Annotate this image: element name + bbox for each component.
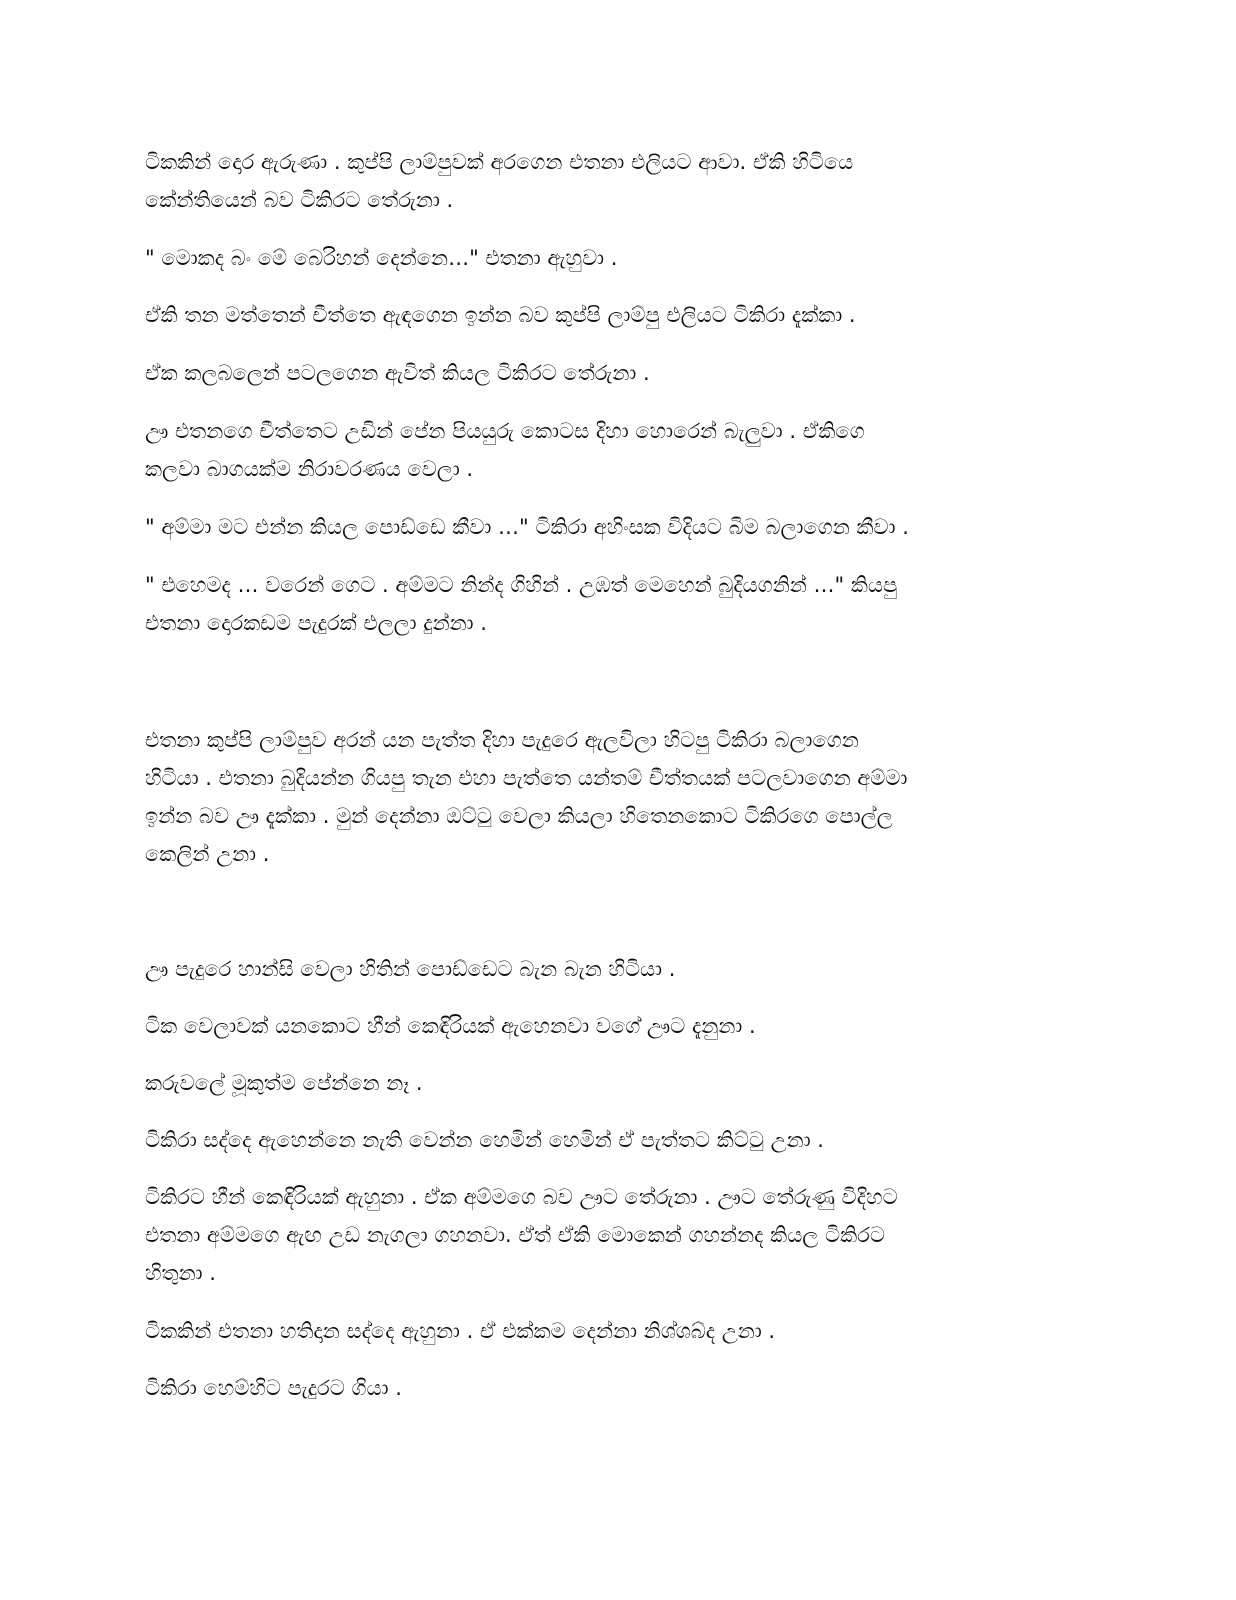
text-line: ඌ පැදුරෙ හාන්සි වෙලා හිතින් පොඩ්ඩෙට බැන බැන හිටියා . [145, 957, 676, 981]
paragraph-10 [145, 1007, 1075, 1045]
text-line: " එහෙමද … වරෙන් ගෙට . අම්මට නින්ද ගිහින් . උඹත් මෙහෙන් බුදියගනින් …" කියපු [145, 573, 898, 597]
paragraph-3 [145, 296, 1075, 334]
text-line: කෙලින් උනා . [145, 842, 270, 866]
text-line: කරුවලේ මූකුත්ම පේන්නෙ නෑ . [145, 1071, 423, 1095]
paragraph-9 [145, 950, 1075, 988]
paragraph-14 [145, 1312, 1075, 1350]
text-line: ටික වෙලාවක් යනකොට හීන් කෙඳිරියක් ඇහෙනවා වගේ ඌට දැනුනා . [145, 1014, 756, 1038]
paragraph-2 [145, 239, 1075, 277]
text-line: ටිකිරට හීන් කෙඳිරියක් ඇහුනා . ඒක අම්මගෙ බව ඌට තේරුනා . ඌට තේරුණු විදිහට [145, 1185, 898, 1209]
text-line: ටිකකින් දොර ඇරුණා . කුප්පි ලාම්පුවක් අරගෙන එතනා එලියට ආවා. ඒකි හිටියෙ [145, 150, 854, 174]
text-line: ඒකි තන මත්තෙන් චීත්තෙ ඇඳගෙන ඉන්න බව කුප්පි ලාම්පු එලියට ටිකිරා දැක්කා . [145, 303, 856, 327]
paragraph-13 [145, 1178, 1075, 1292]
paragraph-4 [145, 354, 1075, 392]
text-line: ඒක කලබලෙන් පටලගෙන ඇවිත් කියල ටිකිරට තේරුනා . [145, 361, 650, 385]
paragraph-6 [145, 508, 1075, 546]
text-line: කේන්තියෙන් බව ටිකිරට තේරුනා . [145, 188, 454, 212]
text-line: හිතුනා . [145, 1261, 216, 1285]
text-line: ටිකකින් එතනා හතිදාන සද්දෙ ඇහුනා . ඒ එක්කම දෙන්නා නිශ්ශබ්ද උනා . [145, 1319, 776, 1343]
text-line: එතනා කුප්පි ලාම්පුව අරන් යන පැත්ත දිහා පැදුරෙ ඇලවිලා හිටපු ටිකිරා බලාගෙන [145, 728, 859, 752]
text-line: එතනා දොරකඩම පැදුරක් එලලා දුන්නා . [145, 611, 487, 635]
paragraph-7 [145, 566, 1075, 642]
paragraph-5 [145, 412, 1075, 488]
text-line: හිටියා . එතනා බුදියන්න ගියපු තැන එහා පැත්තෙ යන්තම් චීත්තයක් පටලවාගෙන අම්මා [145, 766, 908, 790]
paragraph-15 [145, 1369, 1075, 1407]
text-line: ඌ එතනගෙ චීත්තෙට උඩින් පේන පියයුරු කොටස දිහා හොරෙන් බැලුවා . ඒකිගෙ [145, 419, 865, 443]
paragraph-12 [145, 1121, 1075, 1159]
text-line: " අම්මා මට එන්න කියල පොඩ්ඩෙ කීවා …" ටිකිරා අහිංසක විදියට බිම බලාගෙන කීවා . [145, 515, 909, 539]
text-line: " මොකද බං මේ බෙරිහන් දෙන්නෙ…" එතනා ඇහුවා . [145, 246, 618, 270]
text-line: එතනා අම්මගෙ ඇඟ උඩ නැගලා ගහනවා. ඒත් ඒකි මොකෙන් ගහන්නද කියල ටිකිරට [145, 1223, 885, 1247]
paragraph-11 [145, 1064, 1075, 1102]
text-line: කලවා බාගයක්ම නිරාවරණය වෙලා . [145, 457, 474, 481]
text-line: ඉන්න බව ඌ දැක්කා . මුන් දෙන්නා ඔට්ටු වෙලා කියලා හිතෙනකොට ටිකිරගෙ පොල්ල [145, 804, 893, 828]
paragraph-1 [145, 143, 1075, 219]
text-line: ටිකිරා සද්දෙ ඇහෙන්නෙ නැති වෙන්න හෙමින් හෙමින් ඒ පැත්තට කිට්ටු උනා . [145, 1128, 824, 1152]
paragraph-8 [145, 721, 1075, 873]
text-line: ටිකිරා හෙම්හිට පැදුරට ගියා . [145, 1376, 402, 1400]
